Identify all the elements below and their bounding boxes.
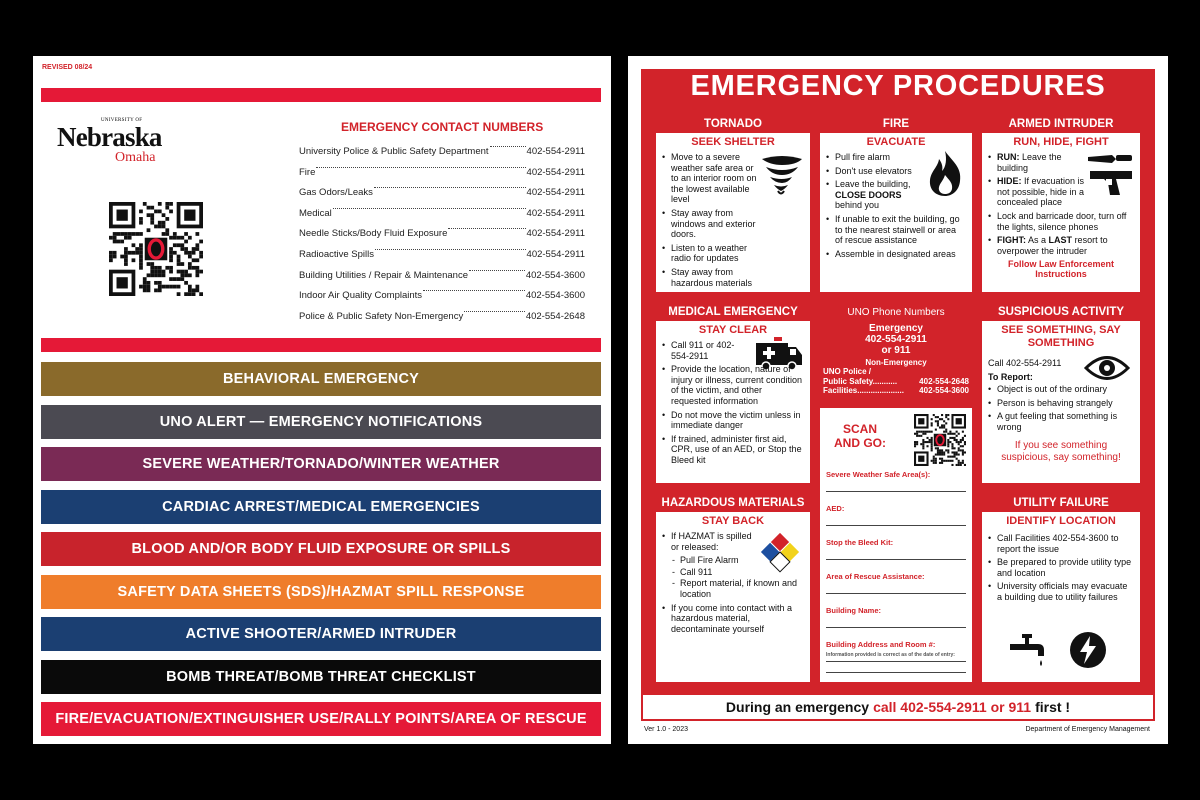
police-label: UNO Police / xyxy=(823,367,872,376)
contacts-list xyxy=(299,146,585,331)
contact-row xyxy=(299,167,585,188)
mid-red-bar xyxy=(41,338,601,352)
medical-box xyxy=(654,301,812,485)
scan-label: SCAN xyxy=(842,422,877,436)
building-field[interactable]: Building Name: xyxy=(820,606,972,628)
suspicious-activity-box xyxy=(980,301,1142,485)
building-field[interactable]: Stop the Bleed Kit: xyxy=(820,538,972,560)
tornado-sub: SEEK SHELTER xyxy=(691,136,775,148)
building-field[interactable]: Severe Weather Safe Area(s): xyxy=(820,470,972,492)
contact-label: Gas Odors/Leaks xyxy=(299,187,373,199)
procedure-band[interactable]: SEVERE WEATHER/TORNADO/WINTER WEATHER xyxy=(41,447,601,481)
contact-number[interactable]: 402-554-2648 xyxy=(525,310,585,322)
hazmat-item-2: • If you come into contact with a hazardous material, decontaminate yourself xyxy=(662,603,804,635)
fire-header: FIRE xyxy=(820,115,972,133)
contact-number[interactable]: 402-554-3600 xyxy=(525,269,585,281)
hazmat-subitem: - Call 911 xyxy=(662,567,804,578)
contact-label: Police & Public Safety Non-Emergency xyxy=(299,310,464,322)
contact-number[interactable]: 402-554-2911 xyxy=(526,166,585,178)
utility-item: • Be prepared to provide utility type and location xyxy=(988,557,1134,578)
contact-label: Medical xyxy=(299,207,332,219)
procedure-band[interactable]: BLOOD AND/OR BODY FLUID EXPOSURE OR SPILLS xyxy=(41,532,601,566)
contact-label: Fire xyxy=(299,166,316,178)
procedure-band[interactable]: ACTIVE SHOOTER/ARMED INTRUDER xyxy=(41,617,601,651)
building-field[interactable]: Area of Rescue Assistance: xyxy=(820,572,972,594)
emergency-footer: During an emergency call 402-554-2911 or 911 first ! xyxy=(641,693,1155,721)
poster-title: EMERGENCY PROCEDURES xyxy=(690,70,1106,102)
fire-item-1: • Pull fire alarm xyxy=(826,152,966,163)
building-info-box: SCAN AND GO: Severe Weather Safe Area(s): AED: Stop the Bleed Kit: Area of Rescue Assistance: Building Name: Building Address and Room #: Information provided is correct as of the date of entry: xyxy=(818,408,974,684)
procedure-band[interactable]: BOMB THREAT/BOMB THREAT CHECKLIST xyxy=(41,660,601,694)
hazmat-box xyxy=(654,492,812,684)
contacts-title: EMERGENCY CONTACT NUMBERS xyxy=(341,120,544,134)
armed-note: Follow Law Enforcement Instructions xyxy=(1007,259,1114,280)
suspicious-item: • A gut feeling that something is wrong xyxy=(988,411,1134,432)
contact-row xyxy=(299,270,585,291)
run-item: • RUN: Leave the building xyxy=(988,152,1094,173)
fire-item-5: • Assemble in designated areas xyxy=(826,249,966,260)
medical-item: • Call 911 or 402-554-2911 xyxy=(662,340,804,361)
qr-code-small[interactable] xyxy=(914,414,966,466)
contact-label: Building Utilities / Repair & Maintenance xyxy=(299,269,468,281)
contact-row xyxy=(299,208,585,229)
medical-item: • Provide the location, nature of injury or illness, current condition of the victim, and other requested information xyxy=(662,364,804,406)
qr-code[interactable] xyxy=(109,202,203,296)
suspicious-sub: SEE SOMETHING, SAY SOMETHING xyxy=(1001,324,1121,349)
suspicious-call: Call 402-554-2911 xyxy=(988,358,1062,368)
fire-sub: EVACUATE xyxy=(866,136,926,148)
facilities-number: 402-554-3600 xyxy=(919,386,969,395)
power-icon xyxy=(1068,630,1108,670)
contact-label: Needle Sticks/Body Fluid Exposure xyxy=(299,228,448,240)
top-red-bar xyxy=(41,88,601,102)
fire-item-2: • Don't use elevators xyxy=(826,166,966,177)
building-field[interactable]: AED: xyxy=(820,504,972,526)
tornado-header: TORNADO xyxy=(656,115,810,133)
tornado-item: • Listen to a weather radio for updates xyxy=(662,243,762,264)
emergency-call-number: call 402-554-2911 or 911 xyxy=(873,699,1032,715)
disclaimer: Information provided is correct as of the date of entry: xyxy=(826,652,955,658)
contact-row xyxy=(299,249,585,270)
procedure-band[interactable]: CARDIAC ARREST/MEDICAL EMERGENCIES xyxy=(41,490,601,524)
fire-item-3: • Leave the building, CLOSE DOORS behind you xyxy=(826,179,966,211)
lock-item: • Lock and barricade door, turn off the lights, silence phones xyxy=(988,211,1134,232)
contact-number[interactable]: 402-554-3600 xyxy=(525,290,585,302)
tornado-box xyxy=(654,113,812,294)
utility-item: • University officials may evacuate a building due to utility failures xyxy=(988,581,1134,602)
contact-row xyxy=(299,187,585,208)
contact-label: University Police & Public Safety Department xyxy=(299,146,489,157)
contact-row xyxy=(299,228,585,249)
fire-box xyxy=(818,113,974,294)
faucet-icon xyxy=(1008,632,1046,670)
contact-number[interactable]: 402-554-2911 xyxy=(526,146,585,157)
phone-numbers-box: UNO Phone Numbers Emergency 402-554-2911 or 911 Non-Emergency UNO Police / Public Safety........... 402-554-2648 Facilities..................... 402-554-3600 xyxy=(818,301,974,408)
medical-item: • Do not move the victim unless in immediate danger xyxy=(662,410,804,431)
department: Department of Emergency Management xyxy=(1025,726,1150,733)
hazmat-item-1: • If HAZMAT is spilled or released: xyxy=(662,531,758,552)
utility-header: UTILITY FAILURE xyxy=(982,494,1140,512)
armed-header: ARMED INTRUDER xyxy=(982,115,1140,133)
contact-row xyxy=(299,311,585,332)
hide-item: • HIDE: If evacuation is not possible, hide in a concealed place xyxy=(988,176,1094,208)
tornado-icon xyxy=(760,153,804,197)
phones-header: UNO Phone Numbers xyxy=(847,307,945,318)
emergency-procedures-page xyxy=(628,56,1168,744)
hazmat-subitem: - Pull Fire Alarm xyxy=(662,555,804,566)
suspicious-report: To Report: xyxy=(988,371,1033,382)
contact-label: Radioactive Spills xyxy=(299,248,374,260)
hazmat-header: HAZARDOUS MATERIALS xyxy=(656,494,810,512)
contact-number[interactable]: 402-554-2911 xyxy=(526,187,585,199)
medical-header: MEDICAL EMERGENCY xyxy=(656,303,810,321)
emergency-or: or 911 xyxy=(881,345,911,356)
revised-date: REVISED 08/24 xyxy=(42,64,93,71)
emergency-number: 402-554-2911 xyxy=(865,334,927,345)
contact-row xyxy=(299,146,585,167)
tornado-item: • Move to a severe weather safe area or to an interior room on the lowest available level xyxy=(662,152,762,205)
contact-number[interactable]: 402-554-2911 xyxy=(526,207,585,219)
nonemergency-label: Non-Emergency xyxy=(865,358,927,367)
eye-icon xyxy=(1084,353,1130,383)
emergency-contacts-page: REVISED 08/24 UNIVERSITY OF Nebraska Omaha EMERGENCY CONTACT NUMBERS University Police & Public Safety Department 402-554-2911 Fire 402-554-2911 Gas Odors/Leaks 402-554-2911 Medical 402-554-2911 Needle Sticks/Body Fluid Exposure 402-554-2911 Radioactive Spills 402-554-2911 Building Utilities / Repair & Maintenance 402-554-3600 Indoor Air Quality Complaints 402-554-3600 Police & Public Safety Non-Emergency 402-554-2648 BEHAVIORAL EMERGENCY UNO ALERT — EMERGENCY NOTIFICATIONS SEVERE WEATHER/TORNADO/WINTER WEATHER CARDIAC ARREST/MEDICAL EMERGENCIES BLOOD AND/OR BODY FLUID EXPOSURE OR SPILLS SAFETY DATA SHEETS (SDS)/HAZMAT SPILL RESPONSE ACTIVE SHOOTER/ARMED INTRUDER BOMB THREAT/BOMB THREAT CHECKLIST FIRE/EVACUATION/EXTINGUISHER USE/RALLY POINTS/AREA OF RESCUE xyxy=(33,56,611,744)
version: Ver 1.0 - 2023 xyxy=(644,726,688,733)
tornado-item: • Stay away from hazardous materials xyxy=(662,267,762,288)
building-field[interactable]: Building Address and Room #: xyxy=(820,640,972,662)
procedure-band[interactable]: BEHAVIORAL EMERGENCY xyxy=(41,362,601,396)
emergency-label: Emergency xyxy=(869,323,923,334)
armed-intruder-box xyxy=(980,113,1142,294)
procedure-band[interactable]: FIRE/EVACUATION/EXTINGUISHER USE/RALLY POINTS/AREA OF RESCUE xyxy=(41,702,601,736)
suspicious-header: SUSPICIOUS ACTIVITY xyxy=(982,303,1140,321)
suspicious-item: • Object is out of the ordinary xyxy=(988,384,1134,395)
suspicious-item: • Person is behaving strangely xyxy=(988,398,1134,409)
contact-label: Indoor Air Quality Complaints xyxy=(299,290,423,302)
medical-sub: STAY CLEAR xyxy=(698,324,768,336)
tornado-item: • Stay away from windows and exterior doors. xyxy=(662,208,762,240)
hazmat-subitem: - Report material, if known and location xyxy=(662,578,804,599)
armed-sub: RUN, HIDE, FIGHT xyxy=(1013,136,1109,148)
procedure-band[interactable]: UNO ALERT — EMERGENCY NOTIFICATIONS xyxy=(41,405,601,439)
utility-failure-box xyxy=(980,492,1142,684)
procedure-band[interactable]: SAFETY DATA SHEETS (SDS)/HAZMAT SPILL RESPONSE xyxy=(41,575,601,609)
suspicious-note: If you see something suspicious, say something! xyxy=(1001,439,1121,463)
contact-row xyxy=(299,290,585,311)
police-number: 402-554-2648 xyxy=(919,376,969,386)
contact-number[interactable]: 402-554-2911 xyxy=(526,248,585,260)
fire-item-4: • If unable to exit the building, go to the nearest stairwell or area of rescue assistance xyxy=(826,214,966,246)
contact-number[interactable]: 402-554-2911 xyxy=(526,228,585,240)
fight-item: • FIGHT: As a LAST resort to overpower the intruder xyxy=(988,235,1134,256)
utility-item: • Call Facilities 402-554-3600 to report the issue xyxy=(988,533,1134,554)
hazmat-sub: STAY BACK xyxy=(701,515,765,527)
medical-item: • If trained, administer first aid, CPR, use of an AED, or Stop the Bleed kit xyxy=(662,434,804,466)
utility-sub: IDENTIFY LOCATION xyxy=(1006,515,1116,527)
